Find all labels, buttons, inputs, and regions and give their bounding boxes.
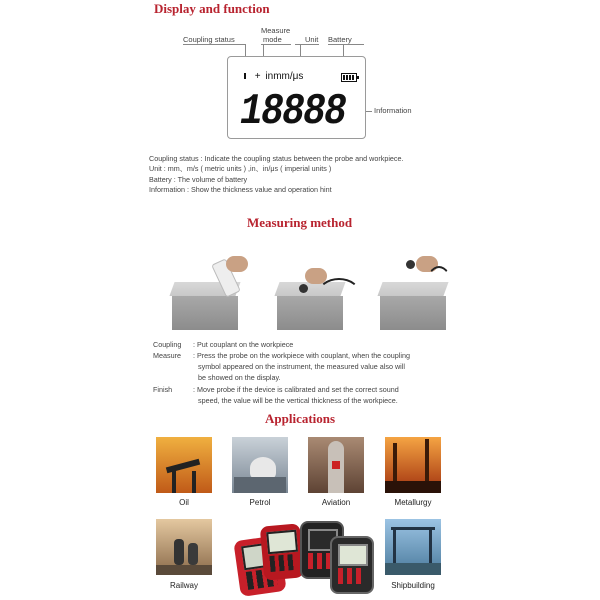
unit-label: Unit bbox=[305, 35, 319, 44]
description-battery: Battery : The volume of battery bbox=[149, 175, 248, 184]
step-finish-text-1: : Move probe if the device is calibrated and set the correct sound bbox=[193, 385, 399, 394]
information-label: Information bbox=[374, 106, 412, 115]
step-coupling-text: : Put couplant on the workpiece bbox=[193, 340, 294, 349]
step-measure-text-2: symbol appeared on the instrument, the measured value also will bbox=[198, 362, 405, 371]
application-railway-label: Railway bbox=[169, 581, 198, 590]
measure-step-image bbox=[277, 252, 343, 330]
application-petrol-label: Petrol bbox=[249, 498, 271, 507]
shipbuilding-image bbox=[385, 519, 441, 575]
gauge-device-black-2 bbox=[330, 536, 374, 594]
probe-cable bbox=[426, 266, 452, 304]
hand-icon bbox=[226, 256, 248, 272]
application-aviation-label: Aviation bbox=[321, 498, 351, 507]
display-section-title: Display and function bbox=[154, 1, 270, 16]
metallurgy-image bbox=[385, 437, 441, 493]
coupling-status-label: Coupling status bbox=[183, 35, 235, 44]
probe-icon bbox=[299, 284, 308, 293]
measure-mode-label-2: mode bbox=[263, 35, 282, 44]
measure-leader-h bbox=[261, 44, 291, 45]
applications-section-title: Applications bbox=[265, 411, 336, 426]
step-finish-term: Finish bbox=[153, 385, 173, 394]
lcd-unit-text: inmm/μs bbox=[265, 71, 304, 82]
description-information: Information : Show the thickness value and operation hint bbox=[149, 185, 332, 194]
step-coupling-term: Coupling bbox=[153, 340, 182, 349]
petrol-image bbox=[232, 437, 288, 493]
measure-mode-icon: + bbox=[254, 71, 261, 82]
coupling-leader-h bbox=[183, 44, 245, 45]
gauge-device-red-2 bbox=[260, 523, 305, 580]
battery-icon bbox=[341, 73, 357, 82]
probe-icon bbox=[406, 260, 415, 269]
application-shipbuilding-label: Shipbuilding bbox=[391, 581, 435, 590]
description-coupling: Coupling status : Indicate the coupling status between the probe and workpiece. bbox=[149, 154, 404, 163]
application-metallurgy-label: Metallurgy bbox=[394, 498, 432, 507]
lcd-display-panel bbox=[227, 56, 366, 139]
oil-image bbox=[156, 437, 212, 493]
lcd-digits: 18888 bbox=[240, 87, 345, 137]
step-measure-text-3: be showed on the display. bbox=[198, 373, 281, 382]
method-section-title: Measuring method bbox=[247, 215, 353, 230]
aviation-image bbox=[308, 437, 364, 493]
step-measure-term: Measure bbox=[153, 351, 181, 360]
probe-cable bbox=[317, 278, 361, 312]
battery-label: Battery bbox=[328, 35, 352, 44]
coupling-step-image bbox=[172, 252, 238, 330]
battery-leader-h bbox=[328, 44, 364, 45]
coupling-icon bbox=[241, 70, 249, 79]
unit-leader-h bbox=[295, 44, 319, 45]
measure-mode-label-1: Measure bbox=[261, 26, 291, 35]
step-measure-text-1: : Press the probe on the workpiece with couplant, when the coupling bbox=[193, 351, 410, 360]
finish-step-image bbox=[380, 252, 446, 330]
step-finish-text-2: speed, the value will be the vertical thickness of the workpiece. bbox=[198, 396, 398, 405]
application-oil-label: Oil bbox=[179, 498, 189, 507]
lcd-status-row bbox=[241, 70, 303, 82]
railway-image bbox=[156, 519, 212, 575]
description-unit: Unit : mm、m/s ( metric units ) ,in、in/μs ( imperial units ) bbox=[149, 164, 332, 173]
